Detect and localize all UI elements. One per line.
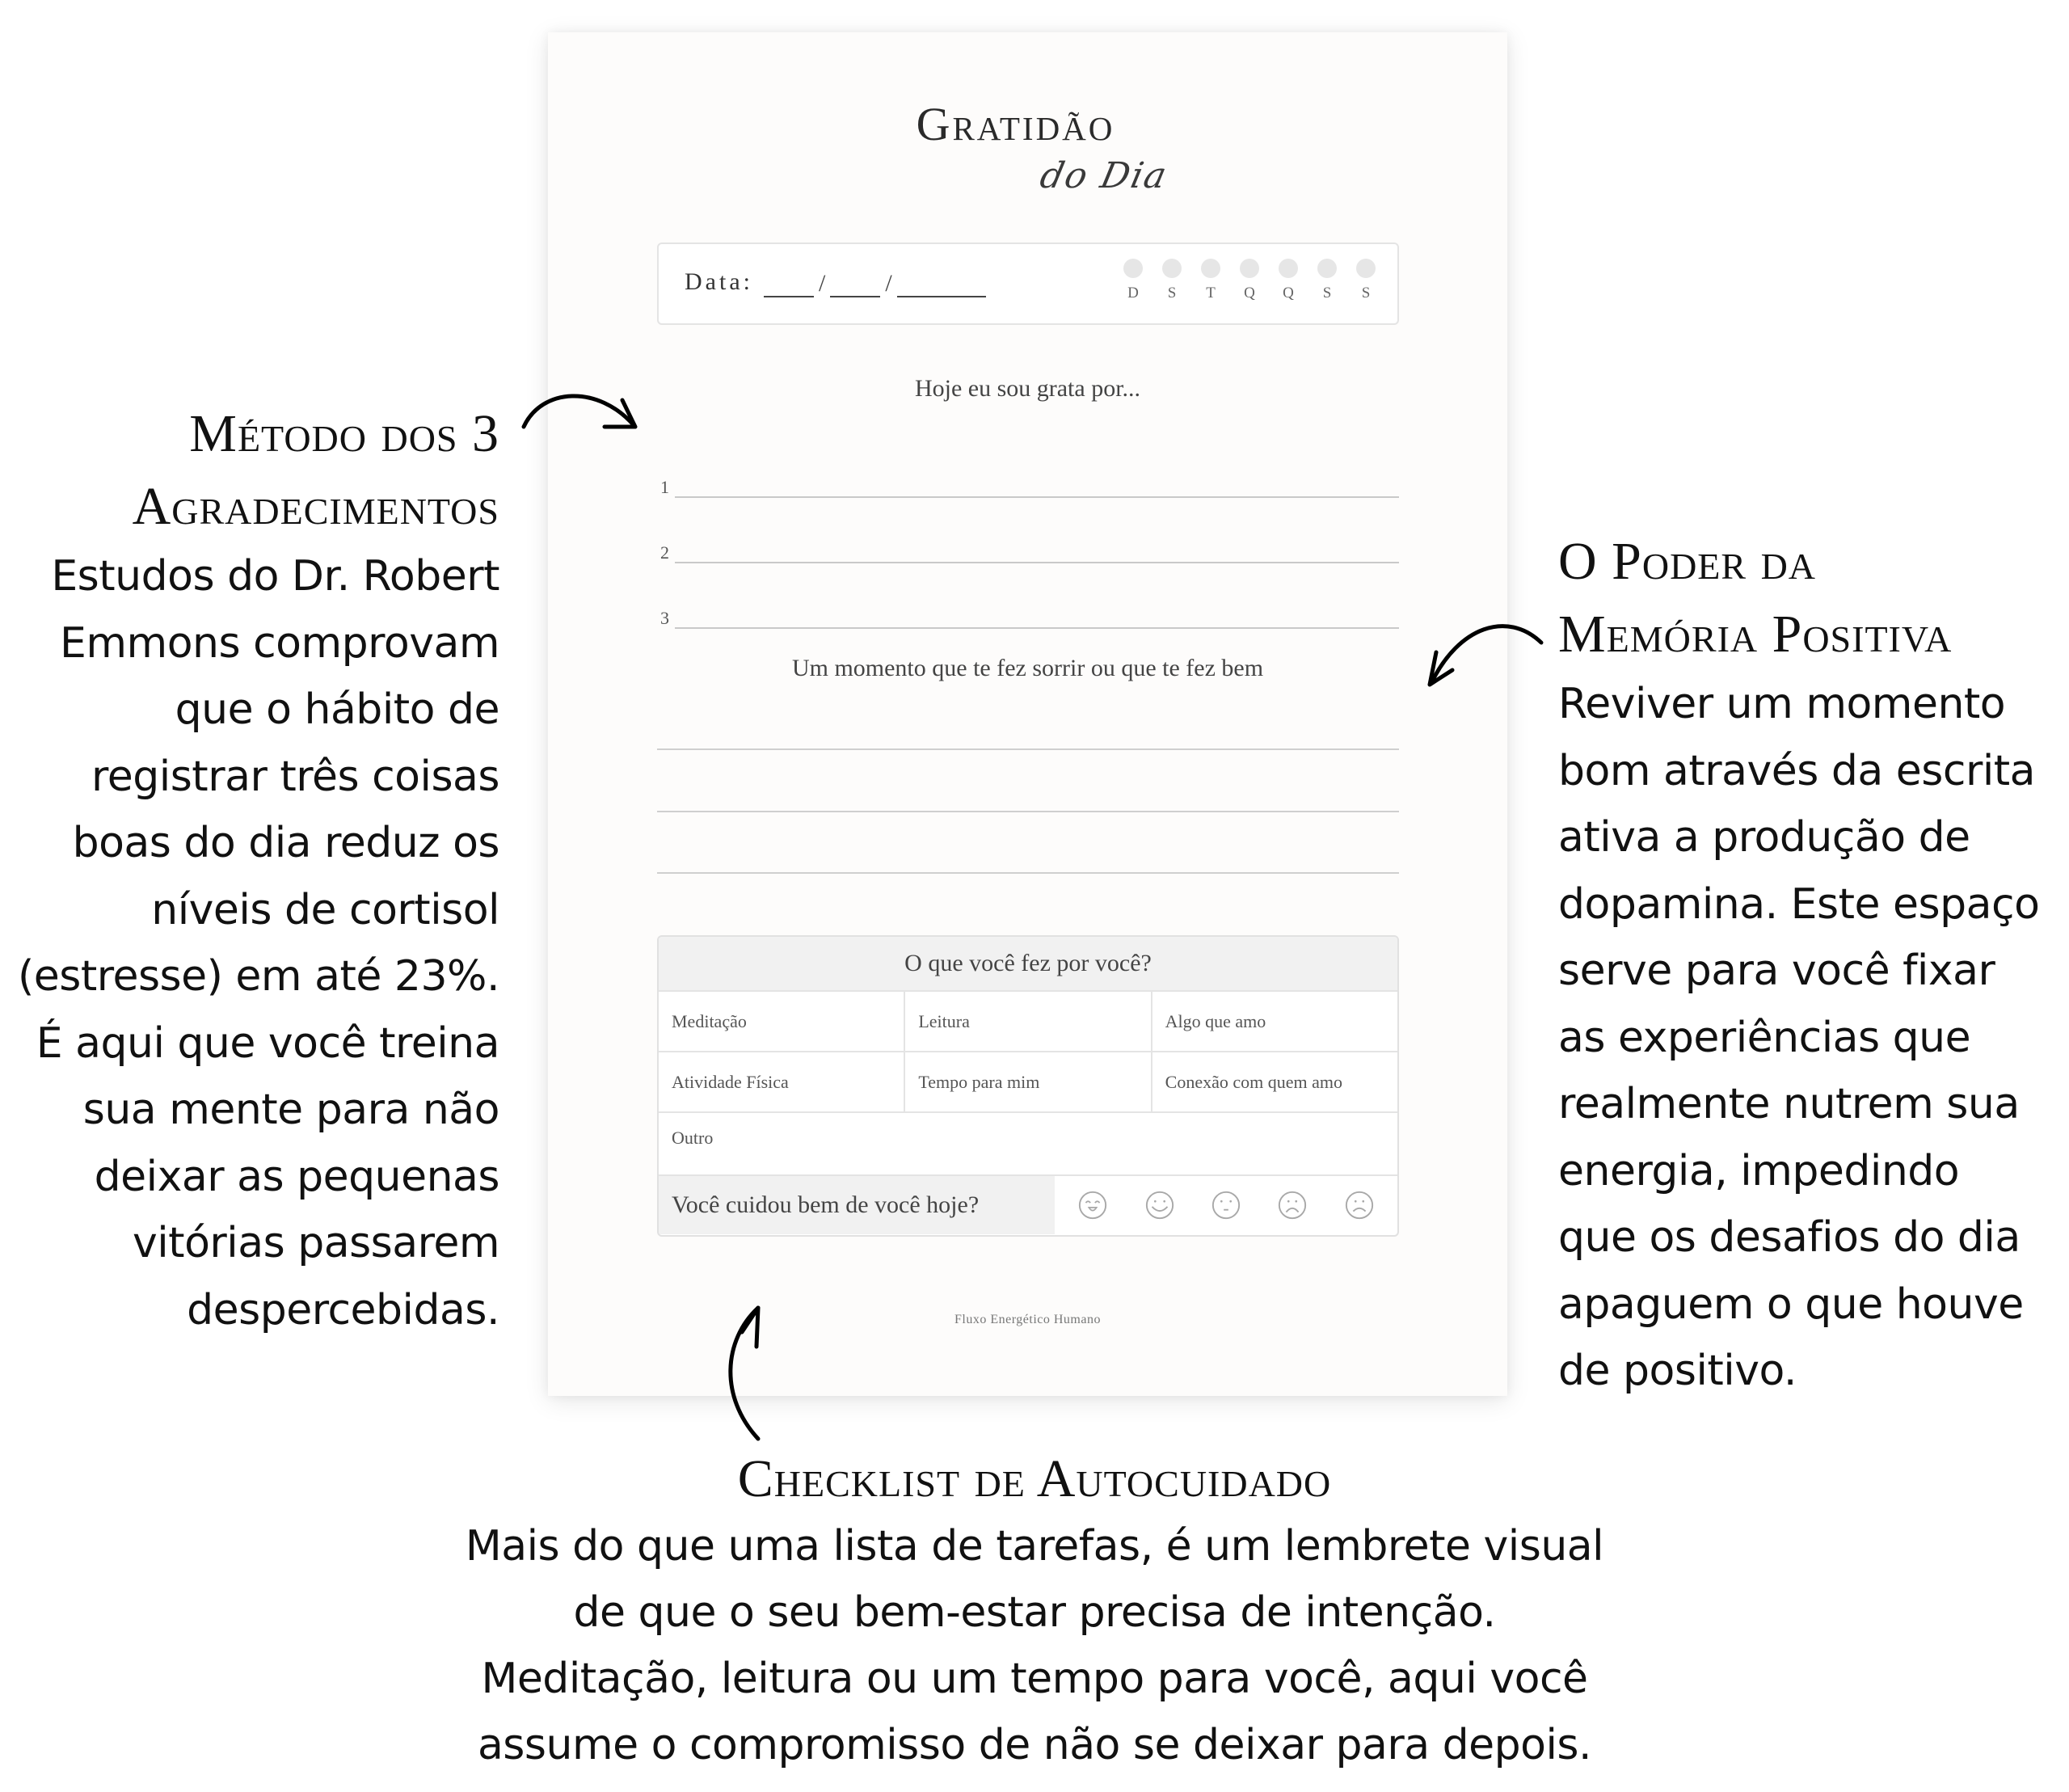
annotation-title-line: O Poder da [1558, 532, 1817, 591]
weekday-letter: S [1361, 285, 1371, 301]
checklist-item-outro[interactable]: Outro [672, 1128, 714, 1148]
annotation-body-line: realmente nutrem sua [1558, 1080, 2020, 1128]
line-number: 2 [660, 542, 669, 563]
weekday-letter: D [1127, 285, 1139, 301]
annotation-body-line: Mais do que uma lista de tarefas, é um lembrete visual [465, 1522, 1604, 1571]
annotation-body [388, 1513, 1681, 1778]
month-blank[interactable] [830, 275, 880, 297]
weekday-dot[interactable] [1317, 259, 1337, 278]
very-happy-face-icon[interactable] [1077, 1190, 1108, 1221]
weekday-option[interactable] [1317, 259, 1338, 302]
annotation-title-line: Agradecimentos [132, 477, 499, 536]
weekday-selector [1123, 259, 1376, 302]
annotation-body-line: Estudos do Dr. Robert [51, 552, 499, 601]
annotation-body [1558, 671, 2069, 1405]
line-number: 3 [660, 608, 669, 628]
annotation-body-line: de que o seu bem-estar precisa de intenção. [573, 1588, 1496, 1637]
annotation-body-line: que os desafios do dia [1558, 1213, 2021, 1262]
annotation-body-line: sua mente para não [82, 1086, 499, 1134]
checklist-heading: O que você fez por você? [659, 937, 1397, 992]
annotation-title [1558, 525, 2069, 671]
annotation-body-line: despercebidas. [187, 1285, 499, 1335]
weekday-letter: S [1167, 285, 1177, 301]
weekday-letter: T [1206, 285, 1216, 301]
weekday-option[interactable] [1123, 259, 1144, 302]
date-separator: / [819, 270, 826, 297]
curved-arrow-up-icon [711, 1300, 768, 1445]
checklist-item-leitura[interactable]: Leitura [905, 992, 1152, 1051]
annotation-positive-memory [1558, 525, 2069, 1405]
annotation-body-line: energia, impedindo [1558, 1146, 1960, 1195]
gratitude-heading: Hoje eu sou grata por... [914, 375, 1141, 402]
annotation-body-line: Meditação, leitura ou um tempo para você, aqui você [481, 1655, 1588, 1703]
date-separator: / [885, 270, 892, 297]
moment-line-2[interactable] [657, 811, 1399, 812]
annotation-title-line: Memória Positiva [1558, 605, 1953, 664]
line-number: 1 [660, 477, 669, 497]
date-label: Data: [685, 268, 753, 295]
annotation-body-line: bom através da escrita [1558, 746, 2036, 795]
curved-arrow-right-icon [517, 380, 647, 436]
annotation-body-line: assume o compromisso de não se deixar para depois. [477, 1721, 1592, 1769]
checklist-item-tempo-para-mim[interactable]: Tempo para mim [905, 1052, 1152, 1111]
annotation-body-line: registrar três coisas [91, 752, 499, 801]
weekday-letter: S [1322, 285, 1332, 301]
annotation-body-line: deixar as pequenas [94, 1152, 499, 1201]
annotation-body-line: que o hábito de [175, 685, 499, 734]
gratitude-worksheet-page [548, 32, 1507, 1396]
gratitude-line-1[interactable] [657, 466, 1399, 498]
weekday-option[interactable] [1161, 259, 1182, 302]
worksheet-title [548, 97, 1507, 196]
annotation-body-line: boas do dia reduz os [72, 819, 499, 867]
annotation-body-line: ativa a produção de [1558, 813, 1970, 862]
weekday-letter: Q [1244, 285, 1255, 301]
annotation-title [0, 398, 499, 543]
mood-question: Você cuidou bem de você hoje? [659, 1176, 1055, 1234]
moment-line-3[interactable] [657, 872, 1399, 874]
very-sad-face-icon[interactable] [1344, 1190, 1375, 1221]
annotation-three-gratitudes [0, 398, 499, 1343]
annotation-body-line: dopamina. Este espaço [1558, 879, 2040, 929]
annotation-title-line: Método dos 3 [189, 404, 499, 463]
neutral-face-icon[interactable] [1211, 1190, 1241, 1221]
annotation-body-line: as experiências que [1558, 1013, 1971, 1062]
annotation-body-line: apaguem o que houve [1558, 1280, 2024, 1329]
weekday-dot[interactable] [1123, 259, 1143, 278]
moment-line-1[interactable] [657, 748, 1399, 750]
annotation-self-care-checklist [388, 1445, 1681, 1778]
sad-face-icon[interactable] [1277, 1190, 1308, 1221]
happy-face-icon[interactable] [1144, 1190, 1175, 1221]
weekday-option[interactable] [1278, 259, 1299, 302]
year-blank[interactable] [897, 275, 986, 297]
annotation-body-line: (estresse) em até 23%. [17, 952, 499, 1001]
weekday-option[interactable] [1355, 259, 1376, 302]
annotation-body [0, 543, 499, 1343]
date-box [657, 242, 1399, 325]
checklist-row-other [659, 1113, 1397, 1176]
gratitude-line-3[interactable] [657, 597, 1399, 629]
annotation-body-line: de positivo. [1558, 1347, 1797, 1395]
writing-rule [675, 627, 1399, 629]
checklist-row [659, 992, 1397, 1052]
moment-heading: Um momento que te fez sorrir ou que te fez bem [791, 655, 1264, 681]
weekday-letter: Q [1283, 285, 1294, 301]
annotation-body-line: níveis de cortisol [151, 885, 499, 934]
checklist-item-conexao[interactable]: Conexão com quem amo [1165, 1071, 1342, 1092]
date-blanks[interactable] [764, 270, 986, 297]
title-script: do Dia [1036, 155, 1172, 196]
annotation-body-line: serve para você fixar [1558, 947, 1995, 995]
annotation-title: Checklist de Autocuidado [737, 1449, 1332, 1508]
checklist-item-algo-que-amo[interactable]: Algo que amo [1165, 1010, 1266, 1031]
self-care-checklist [657, 935, 1399, 1237]
annotation-body-line: Emmons comprovam [60, 618, 499, 668]
weekday-option[interactable] [1200, 259, 1221, 302]
day-blank[interactable] [764, 275, 814, 297]
mood-options [1055, 1176, 1397, 1234]
weekday-dot[interactable] [1279, 259, 1298, 278]
title-main: Gratidão [916, 98, 1115, 150]
checklist-item-meditacao[interactable]: Meditação [659, 992, 905, 1051]
brand-footer: Fluxo Energético Humano [954, 1313, 1101, 1326]
weekday-dot[interactable] [1201, 259, 1220, 278]
annotation-body-line: Reviver um momento [1558, 680, 2006, 728]
checklist-row [659, 1052, 1397, 1113]
weekday-option[interactable] [1239, 259, 1260, 302]
writing-rule [675, 496, 1399, 498]
weekday-dot[interactable] [1356, 259, 1376, 278]
mood-row [659, 1176, 1397, 1234]
weekday-dot[interactable] [1240, 259, 1259, 278]
writing-rule [675, 562, 1399, 563]
checklist-item-atividade-fisica[interactable]: Atividade Física [659, 1052, 905, 1111]
curved-arrow-left-icon [1418, 618, 1548, 699]
gratitude-line-2[interactable] [657, 531, 1399, 563]
annotation-body-line: vitórias passarem [132, 1219, 499, 1267]
weekday-dot[interactable] [1162, 259, 1182, 278]
annotation-body-line: É aqui que você treina [36, 1018, 499, 1068]
